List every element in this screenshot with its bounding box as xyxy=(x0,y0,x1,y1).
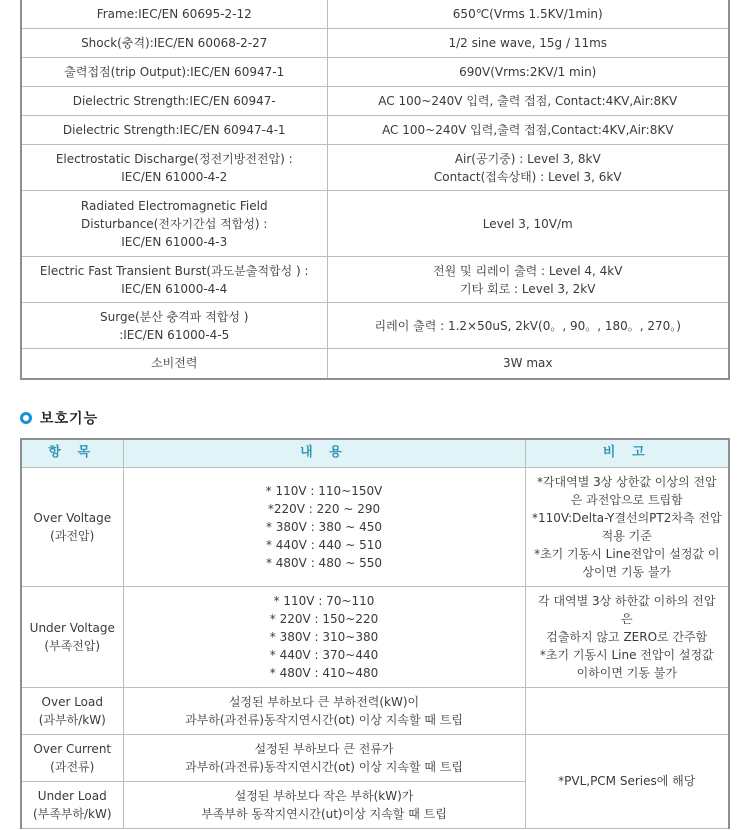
spec-item: Frame:IEC/EN 60695-2-12 xyxy=(21,0,327,29)
protection-item: Under Load (부족부하/kW) xyxy=(21,781,123,828)
protection-item: Under Voltage (부족전압) xyxy=(21,586,123,687)
table-row xyxy=(21,116,729,145)
spec-value: 리레이 출력 : 1.2×50uS, 2kV(0。, 90。, 180。, 270。) xyxy=(327,303,729,349)
circle-bullet-icon xyxy=(20,412,32,424)
spec-value: AC 100~240V 입력, 출력 접점, Contact:4KV,Air:8KV xyxy=(327,87,729,116)
spec-table xyxy=(20,0,730,380)
protection-item: Over Current (과전류) xyxy=(21,734,123,781)
table-row xyxy=(21,467,729,586)
column-header-item: 항 목 xyxy=(21,439,123,467)
table-row xyxy=(21,145,729,191)
spec-value: AC 100~240V 입력,출력 접점,Contact:4KV,Air:8KV xyxy=(327,116,729,145)
spec-item: Shock(충격):IEC/EN 60068-2-27 xyxy=(21,29,327,58)
protection-content: 설정된 부하보다 작은 부하(kW)가 부족부하 동작지연시간(ut)이상 지속할 때 트립 xyxy=(123,781,525,828)
table-row xyxy=(21,687,729,734)
protection-remark xyxy=(525,687,729,734)
spec-item: Electric Fast Transient Burst(과도분출적합성 ) : IEC/EN 61000-4-4 xyxy=(21,257,327,303)
spec-value: 650℃(Vrms 1.5KV/1min) xyxy=(327,0,729,29)
spec-value: Level 3, 10V/m xyxy=(327,191,729,257)
spec-value: 전원 및 리레이 출력 : Level 4, 4kV 기타 회로 : Level 3, 2kV xyxy=(327,257,729,303)
spec-value: Air(공기중) : Level 3, 8kV Contact(접속상태) : Level 3, 6kV xyxy=(327,145,729,191)
table-row xyxy=(21,29,729,58)
table-row xyxy=(21,0,729,29)
table-row xyxy=(21,87,729,116)
spec-item: 출력접점(trip Output):IEC/EN 60947-1 xyxy=(21,58,327,87)
protection-content: * 110V : 70~110 * 220V : 150~220 * 380V : 310~380 * 440V : 370~440 * 480V : 410~480 xyxy=(123,586,525,687)
protection-content: 설정된 부하보다 큰 전류가 과부하(과전류)동작지연시간(ot) 이상 지속할 때 트립 xyxy=(123,734,525,781)
table-row xyxy=(21,303,729,349)
protection-content: 설정된 부하보다 큰 부하전력(kW)이 과부하(과전류)동작지연시간(ot) 이상 지속할 때 트립 xyxy=(123,687,525,734)
table-row xyxy=(21,58,729,87)
table-row xyxy=(21,349,729,379)
section-heading xyxy=(20,408,98,428)
table-header-row xyxy=(21,439,729,467)
table-row xyxy=(21,191,729,257)
protection-item: Over Load (과부하/kW) xyxy=(21,687,123,734)
protection-remark: 각 대역별 3상 하한값 이하의 전압 은 검출하지 않고 ZERO로 간주함 *초기 기동시 Line 전압이 설정값 이하이면 기동 불가 xyxy=(525,586,729,687)
spec-value: 3W max xyxy=(327,349,729,379)
spec-value: 690V(Vrms:2KV/1 min) xyxy=(327,58,729,87)
table-row xyxy=(21,734,729,781)
protection-table xyxy=(20,438,730,829)
spec-item: Dielectric Strength:IEC/EN 60947- xyxy=(21,87,327,116)
column-header-content: 내 용 xyxy=(123,439,525,467)
protection-content: * 110V : 110~150V *220V : 220 ~ 290 * 380V : 380 ~ 450 * 440V : 440 ~ 510 * 480V : 480 ~ 550 xyxy=(123,467,525,586)
table-row xyxy=(21,257,729,303)
section-title: 보호기능 xyxy=(40,411,99,427)
column-header-remark: 비 고 xyxy=(525,439,729,467)
spec-item: Dielectric Strength:IEC/EN 60947-4-1 xyxy=(21,116,327,145)
spec-item: Electrostatic Discharge(정전기방전전압) : IEC/EN 61000-4-2 xyxy=(21,145,327,191)
table-row xyxy=(21,586,729,687)
spec-item: Radiated Electromagnetic Field Disturbance(전자기간섭 적합성) : IEC/EN 61000-4-3 xyxy=(21,191,327,257)
spec-item: 소비전력 xyxy=(21,349,327,379)
spec-value: 1/2 sine wave, 15g / 11ms xyxy=(327,29,729,58)
protection-item: Over Voltage (과전압) xyxy=(21,467,123,586)
protection-remark: *PVL,PCM Series에 해당 xyxy=(525,734,729,828)
spec-item: Surge(분산 충격파 적합성 ) :IEC/EN 61000-4-5 xyxy=(21,303,327,349)
protection-remark: *각대역별 3상 상한값 이상의 전압 은 과전압으로 트립함 *110V:Delta-Y결선의PT2차측 전압 적용 기준 *초기 기동시 Line전압이 설정값 이 상이면 기동 불가 xyxy=(525,467,729,586)
